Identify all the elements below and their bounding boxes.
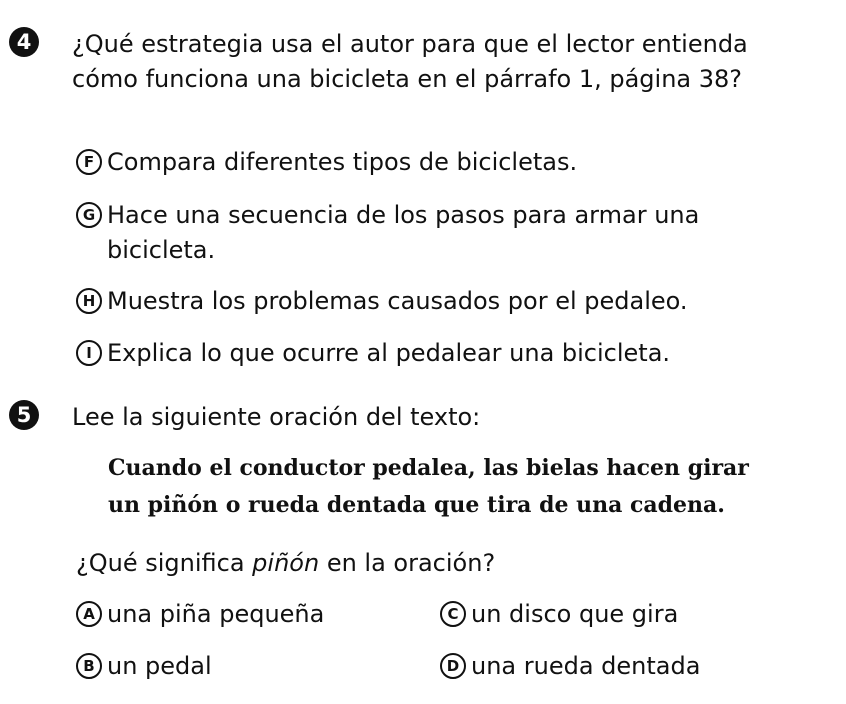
option-text: Muestra los problemas causados por el pedaleo. (107, 287, 688, 315)
answer-option-c[interactable] (440, 597, 810, 632)
option-text: un disco que gira (471, 600, 679, 628)
option-text: una piña pequeña (107, 600, 325, 628)
option-letter-g: G (76, 202, 102, 228)
answer-option-a[interactable] (76, 597, 406, 632)
option-letter-d: D (440, 653, 466, 679)
option-text: Hace una secuencia de los pasos para armar una bicicleta. (107, 201, 700, 264)
answer-option-d[interactable] (440, 649, 810, 684)
answer-option-i[interactable] (76, 336, 786, 371)
question-stem: ¿Qué estrategia usa el autor para que el lector entienda cómo funciona una bicicleta en el párrafo 1, página 38? (72, 30, 748, 93)
answer-option-f[interactable] (76, 145, 786, 180)
prompt-text-end: en la oración? (319, 549, 496, 577)
question-stem: Lee la siguiente oración del texto: (72, 403, 481, 431)
option-letter-f: F (76, 149, 102, 175)
option-letter-b: B (76, 653, 102, 679)
option-letter-c: C (440, 601, 466, 627)
answer-option-g[interactable] (76, 198, 786, 268)
option-letter-a: A (76, 601, 102, 627)
answer-option-b[interactable] (76, 649, 406, 684)
text-excerpt: Cuando el conductor pedalea, las bielas hacen girar un piñón o rueda dentada que tira de una cadena. (108, 455, 749, 518)
option-text: una rueda dentada (471, 652, 701, 680)
prompt-text-start: ¿Qué significa (76, 549, 253, 577)
option-text: un pedal (107, 652, 212, 680)
question-number-badge: 4 (9, 27, 39, 57)
option-text: Compara diferentes tipos de bicicletas. (107, 148, 578, 176)
option-letter-h: H (76, 288, 102, 314)
prompt-target-word: piñón (252, 549, 320, 577)
answer-option-h[interactable] (76, 284, 786, 319)
question-prompt (76, 546, 796, 581)
question-number-badge: 5 (9, 400, 39, 430)
option-letter-i: I (76, 340, 102, 366)
option-text: Explica lo que ocurre al pedalear una bicicleta. (107, 339, 671, 367)
